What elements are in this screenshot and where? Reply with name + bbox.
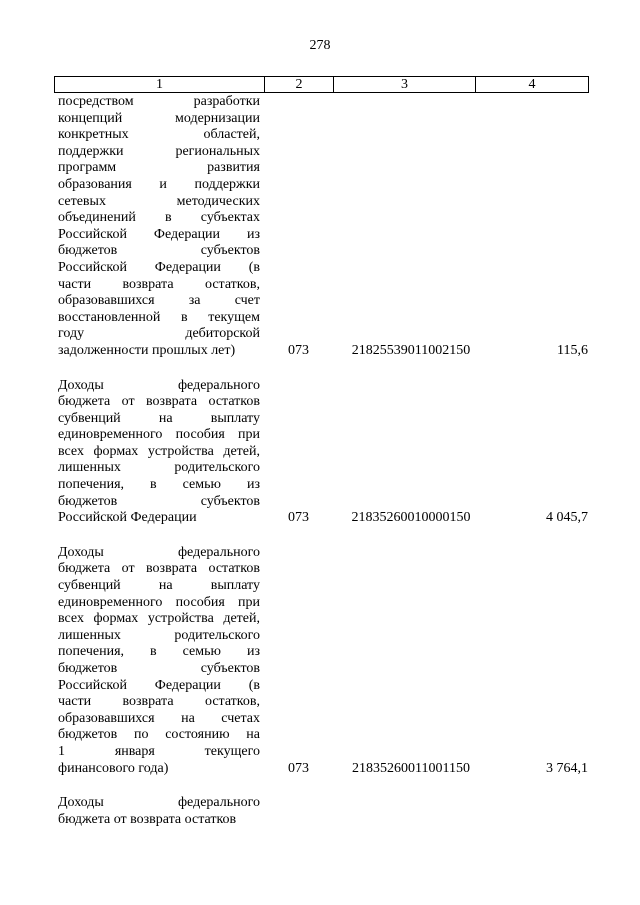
description-line: бюджетов субъектов (58, 243, 260, 259)
header-col-3: 3 (334, 77, 476, 92)
description-line: образовавшихся на счетах (58, 710, 260, 726)
description-line: всех формах устройства детей, (58, 611, 260, 627)
table-row (58, 545, 590, 777)
description-line: объединений в субъектах (58, 210, 260, 226)
description-line: субвенций на выплату (58, 578, 260, 594)
description-line: финансового года) (58, 760, 169, 776)
revenue-code: 21835260010000150 (351, 510, 471, 526)
description-line: бюджетов субъектов (58, 661, 260, 676)
description-line: единовременного пособия при (58, 594, 260, 610)
admin-code: 073 (288, 760, 309, 776)
description-line: Доходы федерального (58, 544, 260, 560)
description-line: бюджета от возврата остатков (58, 811, 237, 827)
amount: 115,6 (557, 342, 588, 358)
amount: 4 045,7 (546, 510, 588, 526)
revenue-code: 21825539011002150 (351, 342, 471, 358)
row-description (58, 795, 260, 828)
table-row (58, 795, 590, 828)
description-line: единовременного пособия при (58, 427, 260, 443)
description-line: концепций модернизации (58, 110, 260, 126)
description-line: попечения, в семью из (58, 477, 260, 493)
table-row (58, 94, 590, 360)
description-line: лишенных родительского (58, 460, 260, 476)
description-line: части возврата остатков, (58, 276, 260, 292)
table-body (58, 94, 590, 828)
row-description (58, 545, 260, 777)
admin-code: 073 (288, 342, 309, 358)
header-col-1: 1 (55, 77, 265, 92)
revenue-code: 21835260011001150 (352, 760, 470, 776)
description-line: лишенных родительского (58, 627, 260, 643)
description-line: поддержки региональных (58, 143, 260, 159)
description-line: попечения, в семью из (58, 644, 260, 660)
description-line: программ развития (58, 160, 260, 176)
table-row (58, 378, 590, 527)
admin-code: 073 (288, 510, 309, 526)
description-line: конкретных областей, (58, 127, 260, 143)
description-line: сетевых методических (58, 193, 260, 209)
description-line: Российской Федерации (58, 510, 197, 526)
description-line: Доходы федерального (58, 795, 260, 811)
amount: 3 764,1 (546, 760, 588, 776)
description-line: образования и поддержки (58, 176, 260, 192)
description-line: бюджетов субъектов (58, 493, 260, 509)
description-line: образовавшихся за счет (58, 293, 260, 309)
description-line: бюджетов по состоянию на (58, 727, 260, 743)
description-line: посредством разработки (58, 94, 260, 109)
description-line: восстановленной в текущем (58, 309, 260, 325)
page-number: 278 (309, 38, 331, 53)
row-description (58, 378, 260, 527)
row-description (58, 94, 260, 360)
description-line: году дебиторской (58, 326, 260, 342)
description-line: Российской Федерации (в (58, 677, 260, 693)
header-col-4: 4 (528, 77, 536, 92)
description-line: всех формах устройства детей, (58, 443, 260, 459)
description-line: задолженности прошлых лет) (58, 342, 236, 358)
description-line: 1 января текущего (58, 743, 260, 759)
description-line: Доходы федерального (58, 377, 260, 393)
description-line: бюджета от возврата остатков (58, 394, 260, 410)
description-line: субвенций на выплату (58, 410, 260, 426)
table-header (54, 76, 589, 93)
description-line: Российской Федерации (в (58, 259, 260, 275)
description-line: бюджета от возврата остатков (58, 561, 260, 577)
description-line: части возврата остатков, (58, 694, 260, 710)
header-col-2: 2 (265, 77, 334, 92)
description-line: Российской Федерации из (58, 226, 260, 242)
